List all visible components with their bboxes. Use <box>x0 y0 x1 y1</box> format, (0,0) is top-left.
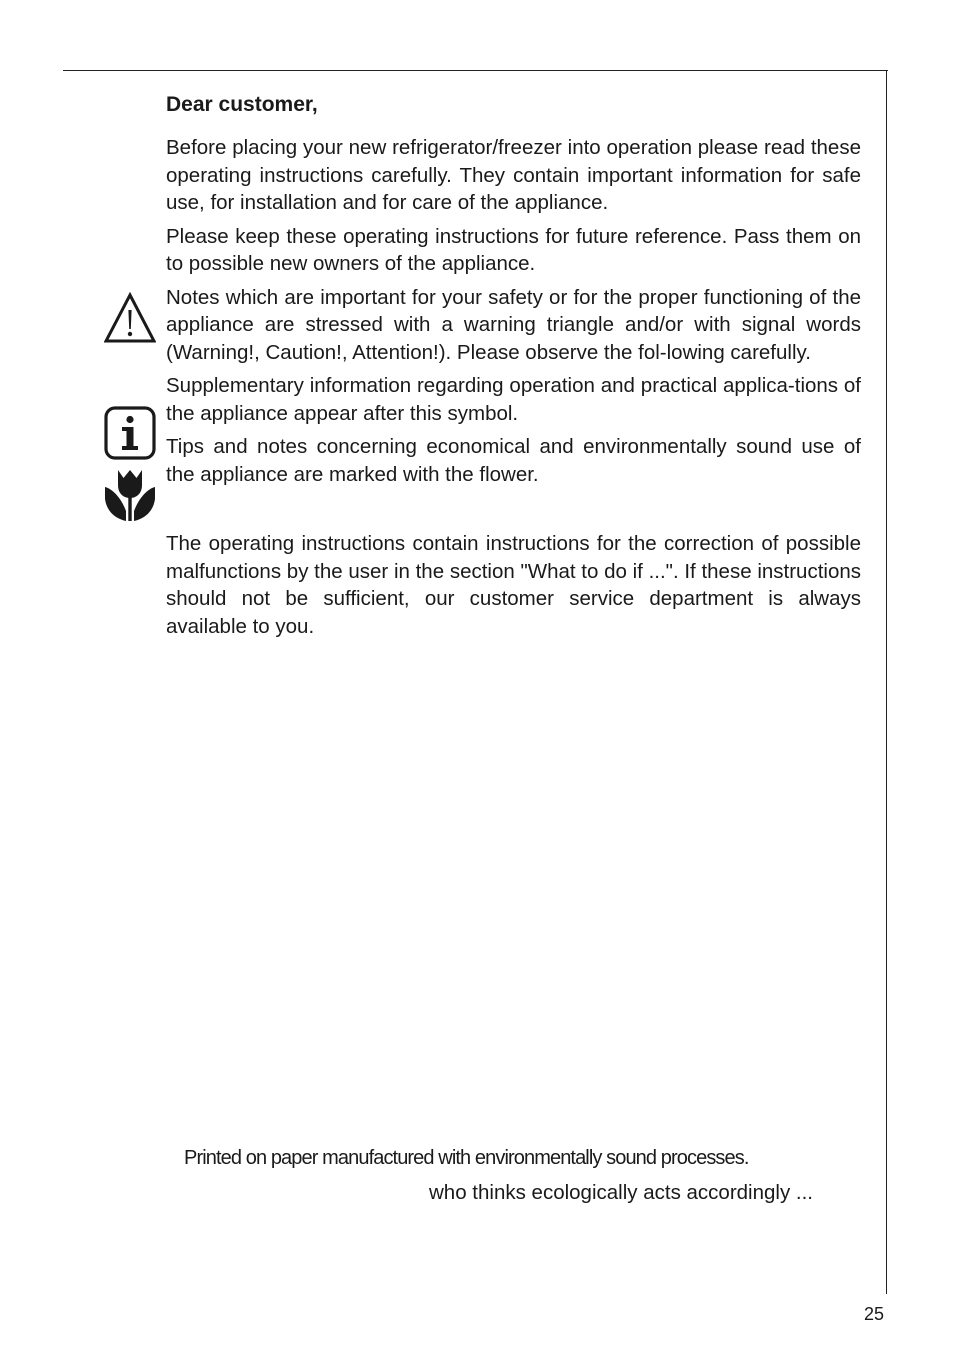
info-icon <box>104 406 156 460</box>
keep-instructions-paragraph: Please keep these operating instructions for future reference. Pass them on to possible new owners of the appliance. <box>166 224 861 275</box>
greeting-heading: Dear customer, <box>166 93 318 116</box>
intro-paragraph: Before placing your new refrigerator/freezer into operation please read these operating instructions carefully. They contain important information for safe use, for installation and for care of the appliance. <box>166 136 861 214</box>
printed-note: Printed on paper manufactured with environmentally sound processes. <box>184 1147 749 1169</box>
malfunctions-paragraph: The operating instructions contain instructions for the correction of possible malfunctions by the user in the section "What to do if ...". If these instructions should not be sufficient, our customer service department is always available to you. <box>166 532 861 638</box>
warning-paragraph: Notes which are important for your safety or for the proper functioning of the appliance are stressed with a warning triangle and/or with signal words (Warning!, Caution!, Attention!). Please observe the fol-lowing carefully. <box>166 285 861 364</box>
flower-icon <box>104 467 156 522</box>
warning-triangle-icon <box>104 292 156 344</box>
top-rule <box>63 70 888 71</box>
ecology-motto: who thinks ecologically acts accordingly ... <box>429 1181 813 1204</box>
right-rule <box>886 70 887 1294</box>
tips-paragraph: Tips and notes concerning economical and environmentally sound use of the appliance are marked with the flower. <box>166 435 861 486</box>
info-paragraph: Supplementary information regarding operation and practical applica-tions of the appliance appear after this symbol. <box>166 374 861 425</box>
page-number: 25 <box>864 1304 885 1324</box>
main-content <box>166 90 861 646</box>
